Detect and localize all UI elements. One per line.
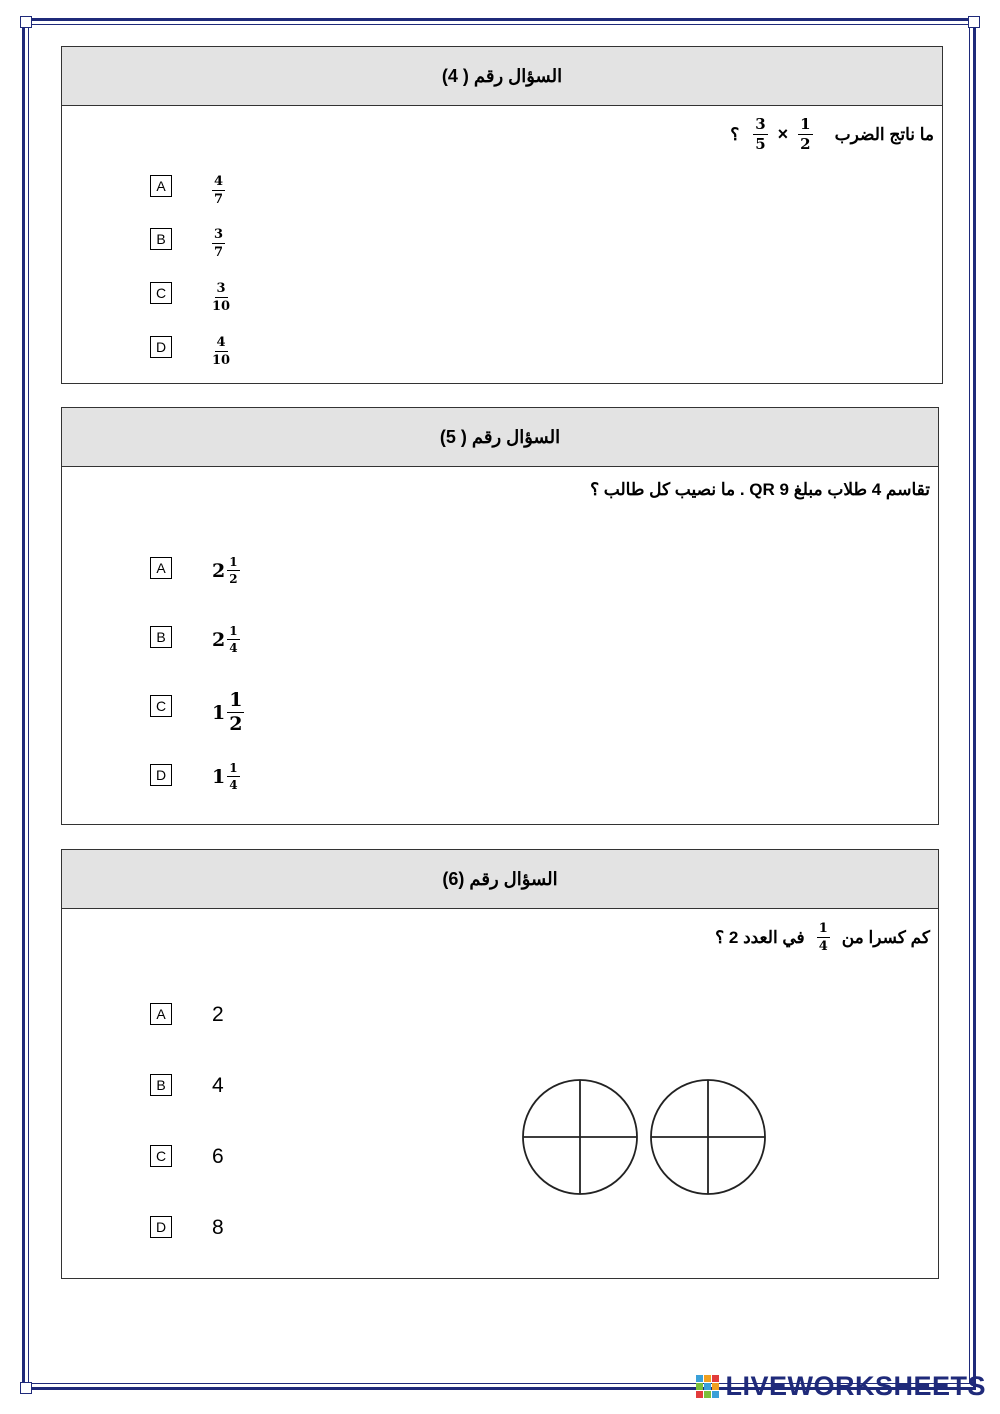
question-6-header: السؤال رقم (6) bbox=[62, 850, 938, 909]
operand-2 bbox=[753, 117, 767, 152]
option-a-answer bbox=[212, 556, 240, 585]
option-c-answer: 6 bbox=[212, 1145, 224, 1168]
frac-num: 3 bbox=[214, 227, 224, 242]
frac-den: 10 bbox=[212, 353, 231, 368]
frac-num: 1 bbox=[229, 624, 238, 638]
mixed-whole: 1 bbox=[212, 701, 226, 724]
mixed-whole: 2 bbox=[212, 559, 226, 582]
option-a-checkbox[interactable]: A bbox=[150, 175, 172, 197]
operand-1-den: 2 bbox=[800, 135, 811, 153]
frac-num: 1 bbox=[818, 921, 828, 936]
question-4-text bbox=[730, 117, 934, 152]
mixed-whole: 2 bbox=[212, 628, 226, 651]
option-d-answer bbox=[212, 336, 230, 367]
option-c-checkbox[interactable]: C bbox=[150, 1145, 172, 1167]
corner-ornament bbox=[968, 16, 980, 28]
liveworksheets-logo bbox=[695, 1371, 986, 1402]
frac-den: 4 bbox=[229, 641, 238, 655]
corner-ornament bbox=[20, 16, 32, 28]
option-a-answer bbox=[212, 175, 225, 206]
option-a-checkbox[interactable]: A bbox=[150, 557, 172, 579]
question-6-text-part1: كم كسرا من bbox=[841, 927, 930, 947]
frac-den: 7 bbox=[214, 192, 224, 207]
option-c-checkbox[interactable]: C bbox=[150, 282, 172, 304]
option-c-answer bbox=[212, 691, 244, 734]
option-b-answer bbox=[212, 228, 225, 259]
question-5-box bbox=[61, 407, 939, 825]
option-d-checkbox[interactable]: D bbox=[150, 336, 172, 358]
operand-1 bbox=[798, 117, 812, 152]
operand-1-num: 1 bbox=[800, 115, 811, 133]
option-a-answer: 2 bbox=[212, 1003, 224, 1026]
frac-num: 1 bbox=[229, 689, 243, 711]
question-6-text bbox=[715, 922, 930, 953]
frac-den: 2 bbox=[229, 572, 238, 586]
multiply-sign: × bbox=[777, 124, 789, 144]
frac-num: 1 bbox=[229, 761, 238, 775]
circle-1 bbox=[523, 1080, 637, 1194]
frac-den: 2 bbox=[229, 713, 243, 735]
option-b-answer: 4 bbox=[212, 1074, 224, 1097]
circle-2 bbox=[651, 1080, 765, 1194]
frac-num: 1 bbox=[229, 555, 238, 569]
option-d-checkbox[interactable]: D bbox=[150, 764, 172, 786]
option-b-checkbox[interactable]: B bbox=[150, 1074, 172, 1096]
option-c-checkbox[interactable]: C bbox=[150, 695, 172, 717]
question-4-box bbox=[61, 46, 943, 384]
question-5-text: تقاسم 4 طلاب مبلغ QR 9 . ما نصيب كل طالب ؟ bbox=[590, 480, 930, 499]
logo-text: LIVEWORKSHEETS bbox=[725, 1371, 986, 1401]
question-mark: ؟ bbox=[730, 124, 740, 144]
frac-num: 4 bbox=[214, 174, 224, 189]
option-b-checkbox[interactable]: B bbox=[150, 228, 172, 250]
option-b-checkbox[interactable]: B bbox=[150, 626, 172, 648]
option-d-answer bbox=[212, 762, 240, 791]
frac-den: 7 bbox=[214, 245, 224, 260]
question-5-header: السؤال رقم ( 5) bbox=[62, 408, 938, 467]
option-c-answer bbox=[212, 282, 230, 313]
operand-2-den: 5 bbox=[755, 135, 766, 153]
corner-ornament bbox=[20, 1382, 32, 1394]
quartered-circles-figure bbox=[517, 1076, 767, 1198]
logo-blocks-icon bbox=[695, 1374, 721, 1400]
frac-num: 3 bbox=[216, 281, 226, 296]
question-6-box bbox=[61, 849, 939, 1279]
question-6-fraction bbox=[817, 922, 830, 953]
question-4-prefix: ما ناتج الضرب bbox=[834, 124, 934, 144]
mixed-whole: 1 bbox=[212, 765, 226, 788]
frac-den: 10 bbox=[212, 299, 231, 314]
question-6-text-part2: في العدد 2 ؟ bbox=[715, 927, 805, 947]
frac-den: 4 bbox=[818, 939, 828, 954]
frac-num: 4 bbox=[216, 335, 226, 350]
option-d-checkbox[interactable]: D bbox=[150, 1216, 172, 1238]
frac-den: 4 bbox=[229, 778, 238, 792]
option-b-answer bbox=[212, 625, 240, 654]
option-a-checkbox[interactable]: A bbox=[150, 1003, 172, 1025]
operand-2-num: 3 bbox=[755, 115, 766, 133]
question-4-header: السؤال رقم ( 4) bbox=[62, 47, 942, 106]
option-d-answer: 8 bbox=[212, 1216, 224, 1239]
